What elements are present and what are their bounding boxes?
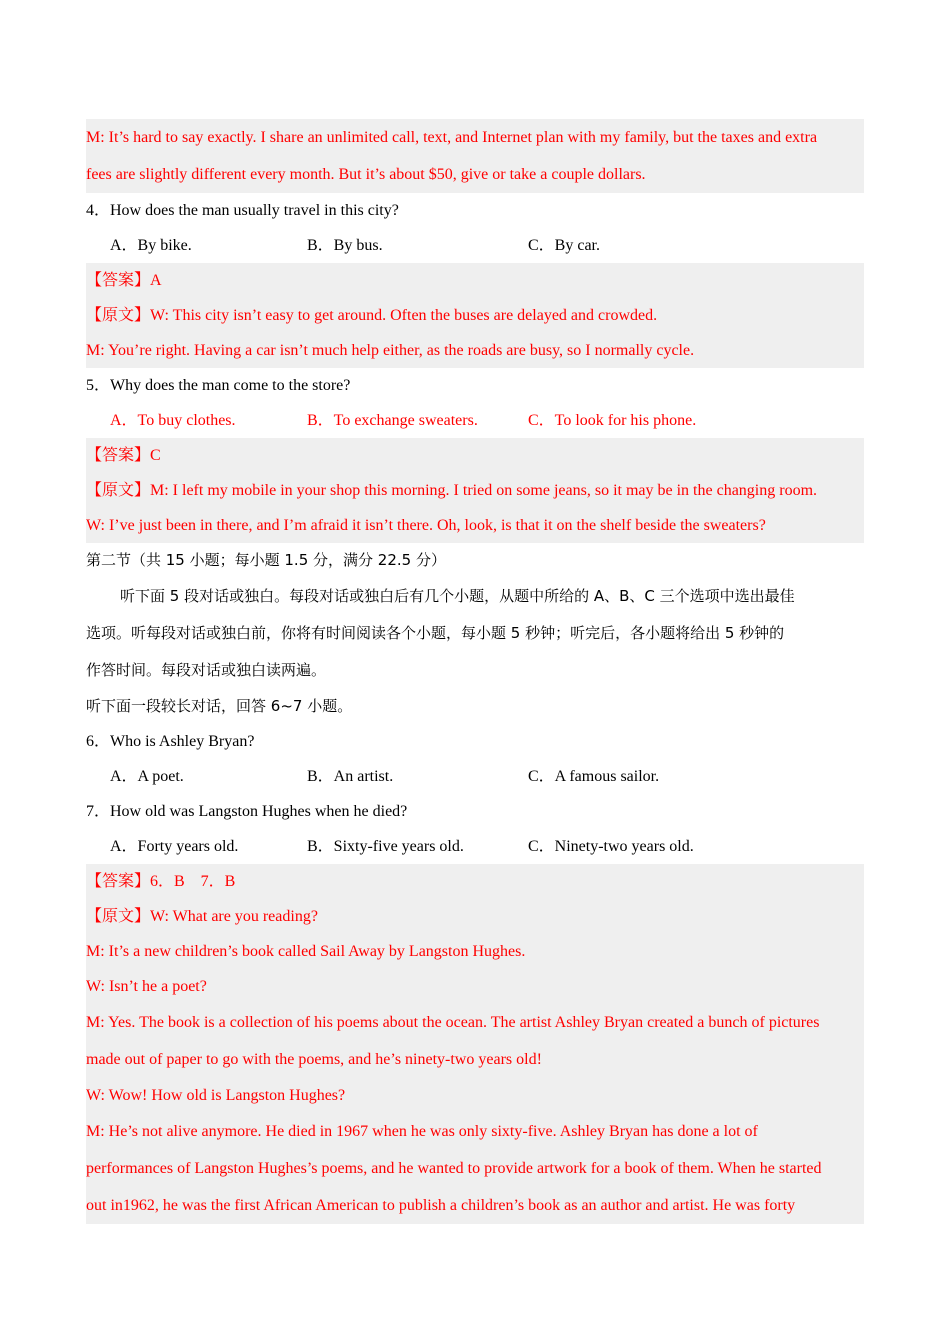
transcript-line: M: Yes. The book is a collection of his poems about the ocean. The artist Ashley Bryan created a bunch of pictures [86, 1014, 820, 1031]
transcript-line: M: It’s hard to say exactly. I share an unlimited call, text, and Internet plan with my family, but the taxes and extra [86, 129, 818, 146]
transcript-line: performances of Langston Hughes’s poems, and he wanted to provide artwork for a book of them. When he started [86, 1160, 822, 1177]
question-4-options [86, 228, 864, 263]
question-5-options [86, 403, 864, 438]
transcript-line: 【原文】W: What are you reading? [86, 908, 318, 925]
transcript-line: W: Wow! How old is Langston Hughes? [86, 1087, 346, 1104]
question-6-options [86, 759, 864, 794]
option-b: B．To exchange sweaters. [307, 412, 478, 429]
transcript-line: 【原文】W: This city isn’t easy to get around. Often the buses are delayed and crowded. [86, 307, 658, 324]
transcript-line: 【原文】M: I left my mobile in your shop this morning. I tried on some jeans, so it may be in the changing room. [86, 482, 818, 499]
option-c: C．By car. [528, 237, 600, 254]
transcript-line: out in1962, he was the first African American to publish a children’s book as an author and artist. He was forty [86, 1197, 796, 1214]
transcript-line: M: You’re right. Having a car isn’t much help either, as the roads are busy, so I normally cycle. [86, 342, 695, 359]
option-c: C．Ninety-two years old. [528, 838, 694, 855]
option-a: A．To buy clothes. [110, 412, 236, 429]
option-b: B．By bus. [307, 237, 383, 254]
transcript-line: M: He’s not alive anymore. He died in 1967 when he was only sixty-five. Ashley Bryan has done a lot of [86, 1123, 758, 1140]
answer-block-q6-7 [86, 864, 864, 1224]
instructions-line: 听下面 5 段对话或独白。每段对话或独白后有几个小题，从题中所给的 A、B、C 三个选项中选出最佳 [120, 587, 795, 605]
question-7-options [86, 829, 864, 864]
transcript-line: W: Isn’t he a poet? [86, 978, 207, 995]
dialogue-intro: 听下面一段较长对话，回答 6~7 小题。 [86, 697, 353, 715]
question-6: 6．Who is Ashley Bryan? [86, 733, 255, 750]
transcript-line: fees are slightly different every month. But it’s about $50, give or take a couple dollars. [86, 166, 646, 183]
option-a: A．A poet. [110, 768, 184, 785]
question-7: 7．How old was Langston Hughes when he died? [86, 803, 408, 820]
option-a: A．By bike. [110, 237, 192, 254]
answer-line: 【答案】6．B 7．B [86, 873, 236, 890]
question-4: 4．How does the man usually travel in this city? [86, 202, 399, 219]
transcript-line: M: It’s a new children’s book called Sail Away by Langston Hughes. [86, 943, 526, 960]
answer-block-q5 [86, 438, 864, 543]
instructions-line: 选项。听每段对话或独白前，你将有时间阅读各个小题，每小题 5 秒钟；听完后，各小题将给出 5 秒钟的 [86, 624, 785, 642]
document-page [86, 119, 864, 1224]
instructions-line: 作答时间。每段对话或独白读两遍。 [86, 661, 327, 679]
section-heading: 第二节（共 15 小题；每小题 1.5 分，满分 22.5 分） [86, 551, 446, 569]
answer-line: 【答案】C [86, 447, 161, 464]
option-b: B．Sixty-five years old. [307, 838, 464, 855]
option-c: C．To look for his phone. [528, 412, 697, 429]
question-5: 5．Why does the man come to the store? [86, 377, 351, 394]
option-c: C．A famous sailor. [528, 768, 660, 785]
transcript-block-q3 [86, 119, 864, 193]
transcript-line: made out of paper to go with the poems, and he’s ninety-two years old! [86, 1051, 542, 1068]
answer-block-q4 [86, 263, 864, 368]
option-a: A．Forty years old. [110, 838, 239, 855]
transcript-line: W: I’ve just been in there, and I’m afraid it isn’t there. Oh, look, is that it on the shelf beside the sweaters? [86, 517, 766, 534]
option-b: B．An artist. [307, 768, 394, 785]
answer-line: 【答案】A [86, 272, 162, 289]
